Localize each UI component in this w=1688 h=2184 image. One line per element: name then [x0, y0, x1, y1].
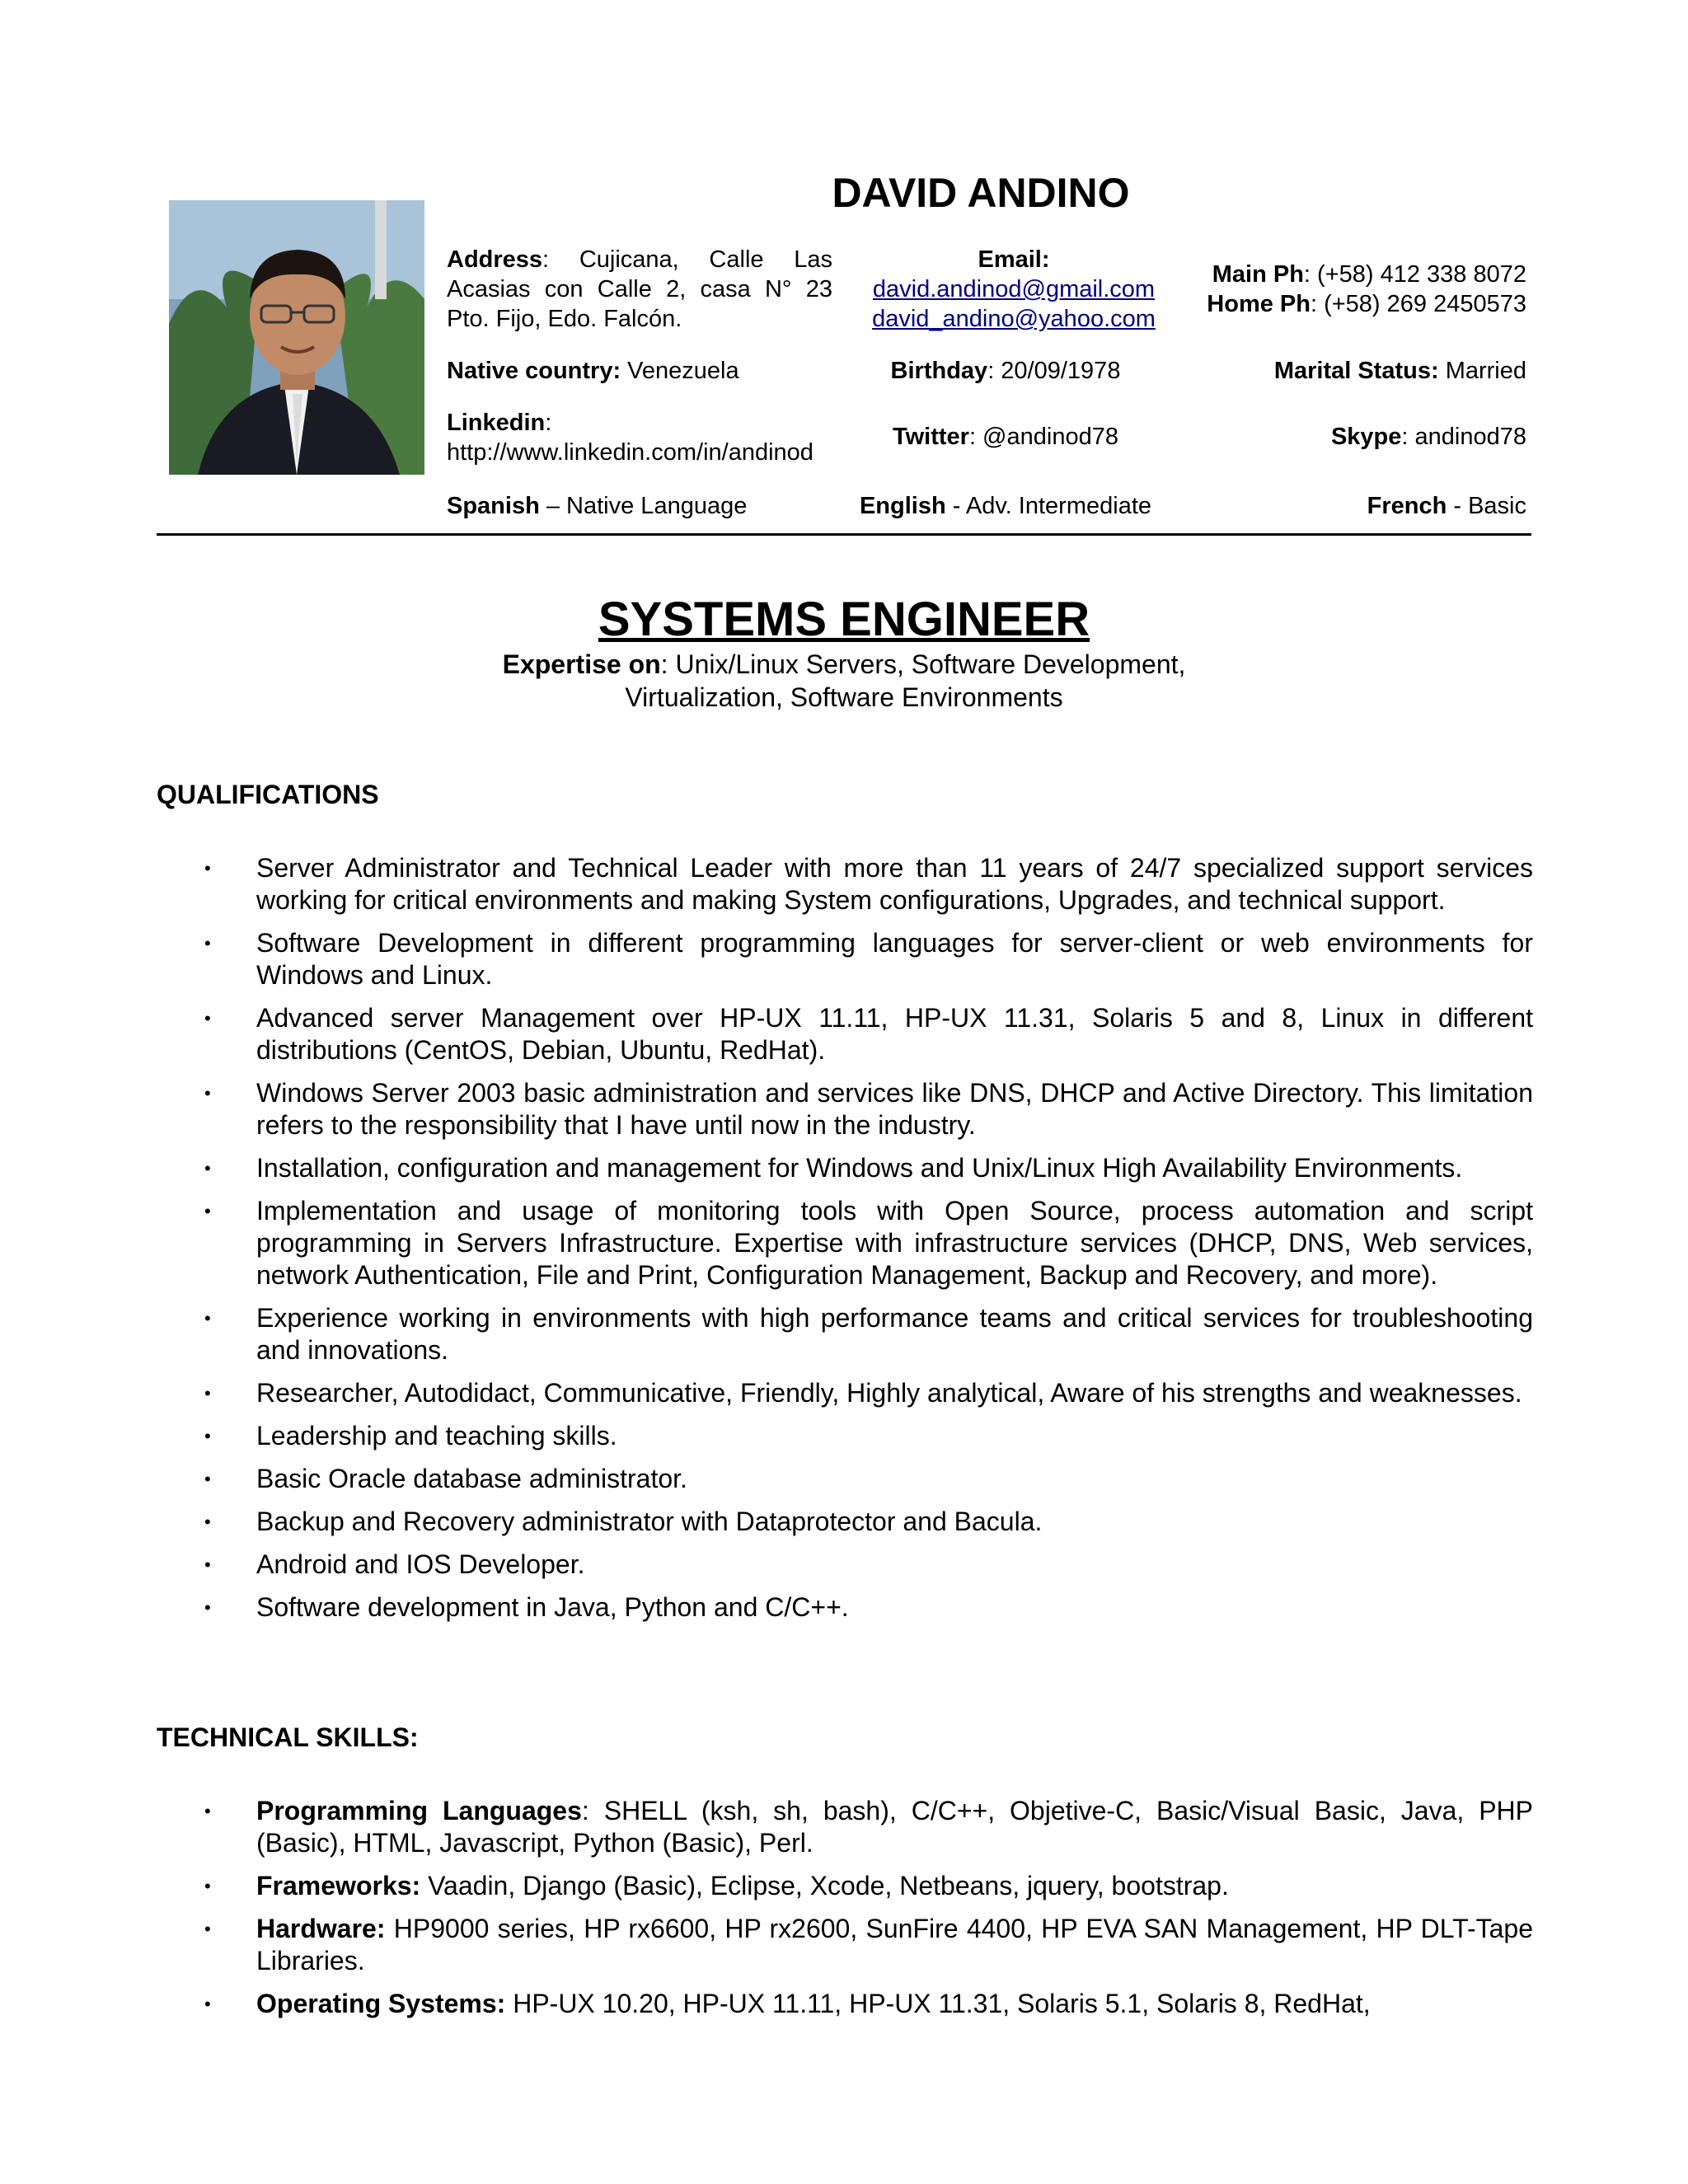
candidate-name: DAVID ANDINO [832, 170, 1130, 216]
language-french: French - Basic [1367, 493, 1526, 519]
list-item: • Windows Server 2003 basic administration and services like DNS, DHCP and Active Directory. This limitation refers to the responsibility that I have until now in the industry. [204, 1078, 1533, 1140]
expertise-value: : Unix/Linux Servers, Software Development, [660, 649, 1186, 679]
list-item: • Leadership and teaching skills. [204, 1421, 617, 1451]
list-item: • Frameworks: Vaadin, Django (Basic), Eclipse, Xcode, Netbeans, jquery, bootstrap. [204, 1871, 1229, 1900]
list-item: • Software development in Java, Python and C/C++. [204, 1592, 849, 1622]
header-divider [157, 533, 1531, 536]
email-label: Email: [978, 246, 1050, 273]
language-english: English - Adv. Intermediate [859, 493, 1152, 519]
email-link-yahoo[interactable]: david_andino@yahoo.com [872, 306, 1156, 332]
qualifications-heading: QUALIFICATIONS [157, 780, 379, 809]
technical-skills-list [157, 1795, 1533, 2031]
home-phone: Home Ph: (+58) 269 2450573 [1207, 291, 1526, 317]
address [447, 245, 832, 334]
birthday: Birthday: 20/09/1978 [890, 358, 1121, 384]
list-item: • Experience working in environments with high performance teams and critical services for troubleshooting and innovations. [204, 1303, 1533, 1365]
expertise [412, 648, 1276, 714]
profile-photo [169, 200, 424, 475]
skype: Skype: andinod78 [1330, 424, 1526, 450]
list-item: • Advanced server Management over HP-UX 11.11, HP-UX 11.31, Solaris 5 and 8, Linux in different distributions (CentOS, Debian, Ubuntu, RedHat). [204, 1003, 1533, 1065]
expertise-line2: Virtualization, Software Environments [625, 682, 1063, 712]
twitter: Twitter: @andinod78 [893, 424, 1118, 450]
qualifications-list [157, 852, 1533, 1634]
list-item: • Programming Languages: SHELL (ksh, sh, bash), C/C++, Objetive-C, Basic/Visual Basic, Java, PHP (Basic), HTML, Javascript, Python (Basic), Perl. [204, 1796, 1534, 1858]
native-country: Native country: Venezuela [447, 358, 739, 384]
address-value: : Cujicana, Calle Las Acasias con Calle 2, casa N° 23 Pto. Fijo, Edo. Falcón. [447, 246, 832, 332]
list-item: • Operating Systems: HP-UX 10.20, HP-UX 11.11, HP-UX 11.31, Solaris 5.1, Solaris 8, RedHat, [204, 1989, 1371, 2018]
linkedin-url[interactable]: http://www.linkedin.com/in/andinod [447, 439, 814, 466]
list-item: • Backup and Recovery administrator with Dataprotector and Bacula. [204, 1507, 1043, 1536]
linkedin: Linkedin: http://www.linkedin.com/in/andinod [447, 408, 842, 467]
list-item: • Basic Oracle database administrator. [204, 1464, 687, 1493]
list-item: • Software Development in different programming languages for server-client or web environments for Windows and Linux. [204, 928, 1533, 990]
address-label: Address [447, 246, 543, 273]
technical-skills-heading: TECHNICAL SKILLS: [157, 1722, 419, 1752]
marital-status: Marital Status: Married [1273, 358, 1526, 384]
list-item: • Android and IOS Developer. [204, 1549, 585, 1579]
job-title: SYSTEMS ENGINEER [598, 593, 1090, 646]
list-item: • Hardware: HP9000 series, HP rx6600, HP rx2600, SunFire 4400, HP EVA SAN Management, HP DLT-Tape Libraries. [204, 1914, 1533, 1975]
list-item: • Server Administrator and Technical Leader with more than 11 years of 24/7 specialized support services working for critical environments and making System configurations, Upgrades, and technical support. [204, 853, 1533, 915]
phone-block [1170, 260, 1526, 319]
list-item: • Researcher, Autodidact, Communicative, Friendly, Highly analytical, Aware of his strengths and weaknesses. [204, 1378, 1522, 1408]
language-spanish: Spanish – Native Language [447, 493, 748, 519]
email-block [849, 245, 1179, 334]
main-phone: Main Ph: (+58) 412 338 8072 [1212, 261, 1526, 288]
expertise-label: Expertise on [502, 649, 661, 679]
list-item: • Implementation and usage of monitoring tools with Open Source, process automation and script programming in Servers Infrastructure. Expertise with infrastructure services (DHCP, DNS, Web services, network Authentication, File and Print, Configuration Management, Backup and Recovery, and more). [204, 1196, 1533, 1290]
list-item: • Installation, configuration and management for Windows and Unix/Linux High Availability Environments. [204, 1153, 1463, 1183]
email-link-gmail[interactable]: david.andinod@gmail.com [872, 276, 1156, 302]
